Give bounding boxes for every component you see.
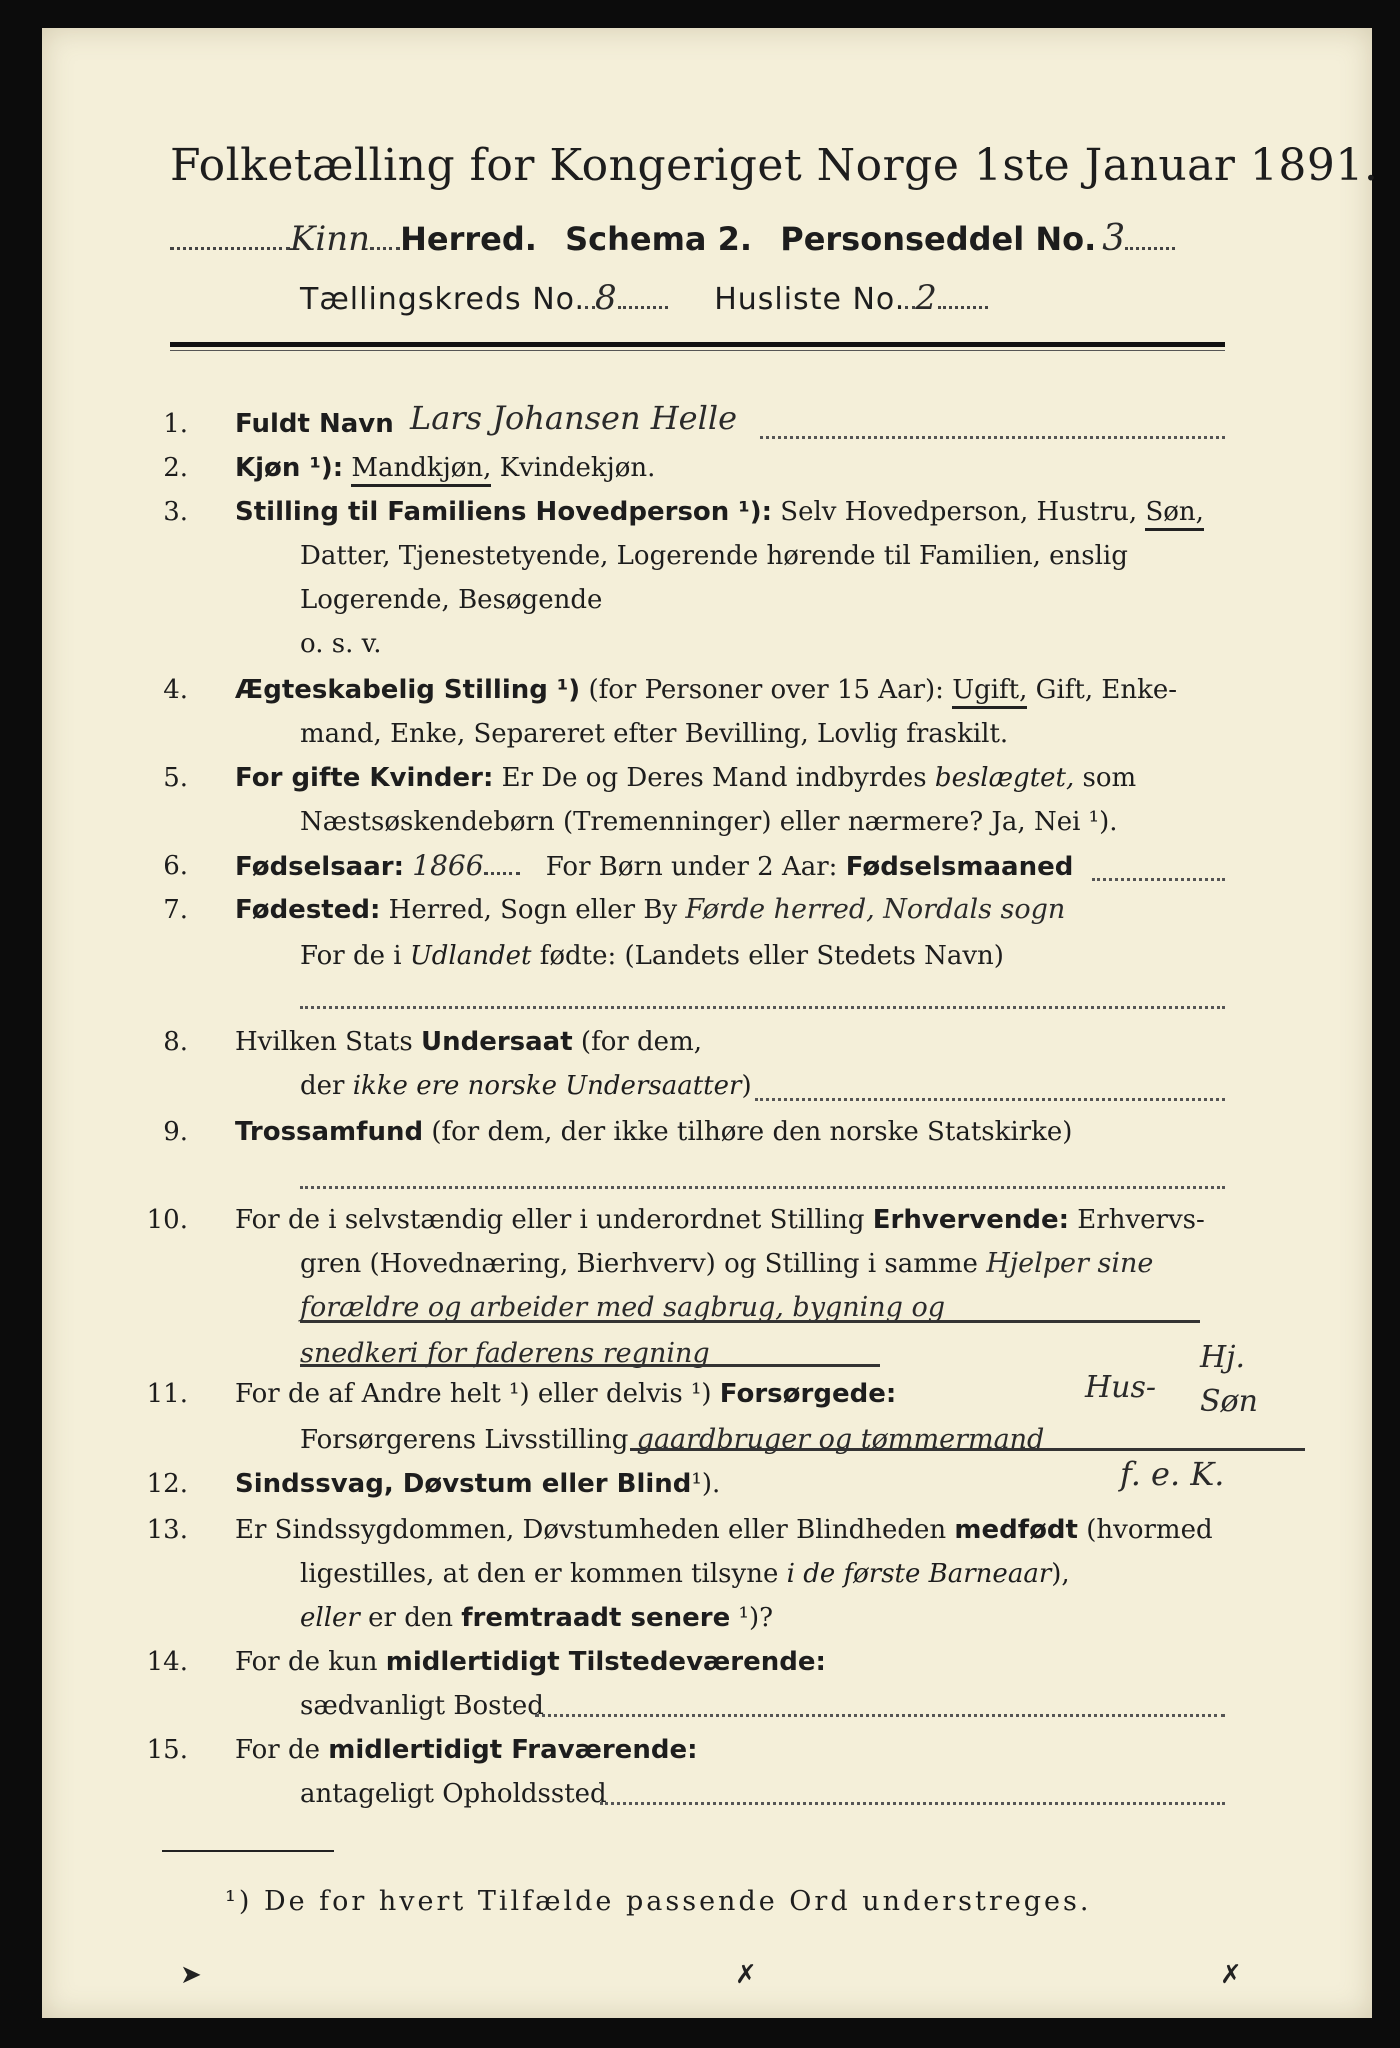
item-13-text2: (hvormed (1086, 1515, 1213, 1545)
item-6-label2: Fødselsmaaned (845, 852, 1074, 882)
item-3-son: Søn, (1145, 497, 1203, 531)
item-14-line1 (235, 1640, 826, 1684)
item-2-text (235, 446, 655, 490)
item-5-text2: som (1082, 763, 1137, 793)
item-13-line2 (300, 1552, 1070, 1596)
item-11-hw2: gaardbruger og tømmermand (636, 1424, 1045, 1455)
item-2-kvindekjon: Kvindekjøn. (499, 453, 656, 483)
item-9-line1 (235, 1110, 1072, 1154)
husliste-dots (905, 306, 915, 309)
item-10-text1: For de i selvstændig eller i underordnet Stilling (235, 1205, 865, 1235)
item-11-line1 (235, 1372, 896, 1416)
item-15-dotline (600, 1802, 1225, 1805)
item-12-hw: f. e. K. (1120, 1455, 1225, 1493)
item-3-label: Stilling til Familiens Hovedperson ¹): (235, 497, 773, 527)
item-13-eller: eller (300, 1603, 360, 1633)
item-10-hw4: Hj. Søn (1200, 1340, 1258, 1419)
footnote-rule (162, 1850, 334, 1852)
item-13-line2b: ), (1051, 1559, 1070, 1589)
husliste-label: Husliste No. (714, 282, 906, 317)
item-4-num: 4. (163, 675, 188, 705)
item-2-label: Kjøn ¹): (235, 453, 344, 483)
item-3-line3: Logerende, Besøgende (300, 585, 603, 615)
taellingskreds-row (300, 278, 988, 318)
item-11-hw-right: Hus- (1085, 1370, 1157, 1405)
item-10-underline-2 (300, 1364, 880, 1367)
item-11-text1: For de af Andre helt ¹) eller delvis ¹) (235, 1379, 712, 1409)
item-4-text1: (for Personer over 15 Aar): (588, 675, 944, 705)
item-5-line1 (235, 756, 1136, 800)
item-10-text2: Erhvervs- (1077, 1205, 1205, 1235)
item-5-num: 5. (163, 763, 188, 793)
item-13-line2a: ligestilles, at den er kommen tilsyne (300, 1559, 779, 1589)
item-12-num: 12. (146, 1469, 188, 1499)
item-7-num: 7. (163, 895, 188, 925)
item-7-dotline (300, 1006, 1225, 1009)
item-2-num: 2. (163, 453, 188, 483)
herred-label: Herred. (400, 220, 537, 258)
corner-mark-right: ✗ (1220, 1960, 1242, 1990)
item-3-line4: o. s. v. (300, 629, 382, 659)
item-4-ugift: Ugift, (952, 675, 1027, 709)
husliste-dots-2 (938, 306, 988, 309)
item-11-line2-text: Forsørgerens Livsstilling (300, 1425, 629, 1455)
item-11-line2 (300, 1418, 1044, 1462)
personseddel-dots (1125, 247, 1175, 250)
taellingskreds-dots (585, 306, 595, 309)
item-7-udlandet: Udlandet (409, 941, 532, 971)
item-9-label: Trossamfund (235, 1117, 424, 1147)
item-6-dotline (1092, 878, 1225, 881)
item-5-beslaegtet: beslægtet, (934, 763, 1075, 793)
taellingskreds-dots-2 (618, 306, 668, 309)
husliste-value: 2 (915, 278, 938, 318)
form-title: Folketælling for Kongeriget Norge 1ste Januar 1891. (170, 140, 1379, 191)
item-11-underline (630, 1448, 1305, 1451)
item-10-line2-text: gren (Hovednæring, Bierhverv) og Stilling i samme (300, 1249, 978, 1279)
item-6-label: Fødselsaar: (235, 852, 404, 882)
herred-value: Kinn (290, 219, 371, 259)
item-4-line1 (235, 668, 1177, 712)
item-10-underline-1 (300, 1320, 1200, 1323)
item-14-num: 14. (146, 1647, 188, 1677)
item-1-label: Fuldt Navn (235, 409, 394, 439)
item-10-line1 (235, 1198, 1205, 1242)
item-5-text1: Er De og Deres Mand indbyrdes (501, 763, 927, 793)
item-8-line2a: der (300, 1071, 345, 1101)
item-10-label: Erhvervende: (872, 1205, 1070, 1235)
item-9-dotline (300, 1186, 1225, 1189)
item-7-value: Førde herred, Nordals sogn (685, 894, 1066, 925)
item-14-line2: sædvanligt Bosted (300, 1691, 544, 1721)
item-13-barneaar: i de første Barneaar (786, 1559, 1052, 1589)
item-6-num: 6. (163, 851, 188, 881)
personseddel-value: 3 (1102, 218, 1126, 259)
item-14-label: midlertidigt Tilstedeværende: (385, 1647, 826, 1677)
footnote: ¹) De for hvert Tilfælde passende Ord understreges. (225, 1886, 1092, 1917)
item-13-line1 (235, 1508, 1213, 1552)
item-7-label: Fødested: (235, 895, 381, 925)
item-9-num: 9. (163, 1117, 188, 1147)
herred-row (170, 218, 1175, 259)
item-10-num: 10. (146, 1205, 188, 1235)
item-4-label: Ægteskabelig Stilling ¹) (235, 675, 581, 705)
item-8-num: 8. (163, 1027, 188, 1057)
header-rule-thin (170, 350, 1225, 351)
item-13-line3c: ¹)? (738, 1603, 774, 1633)
item-15-text1: For de (235, 1735, 320, 1765)
item-8-text2: (for dem, (580, 1027, 702, 1057)
item-7-line2b: fødte: (Landets eller Stedets Navn) (539, 941, 1004, 971)
item-6-year-dots (484, 872, 520, 875)
item-6-text1: For Børn under 2 Aar: (545, 852, 838, 882)
item-1-dotline (760, 436, 1225, 439)
corner-mark-left: ➤ (180, 1960, 202, 1990)
herred-dots (170, 247, 290, 250)
corner-mark-center: ✗ (735, 1960, 757, 1990)
item-12-line1 (235, 1462, 720, 1506)
item-15-label: midlertidigt Fraværende: (328, 1735, 698, 1765)
item-3-text1: Selv Hovedperson, Hustru, (780, 497, 1138, 527)
item-10-line2 (300, 1242, 1153, 1286)
item-8-dotline (755, 1098, 1225, 1101)
item-7-text1: Herred, Sogn eller By (388, 895, 678, 925)
item-4-text2: Gift, Enke- (1035, 675, 1178, 705)
item-5-label: For gifte Kvinder: (235, 763, 494, 793)
taellingskreds-value: 8 (595, 278, 618, 318)
item-13-line3a: er den (368, 1603, 453, 1633)
item-1-num: 1. (163, 409, 188, 439)
item-15-line2: antageligt Opholdssted (300, 1779, 607, 1809)
item-15-num: 15. (146, 1735, 188, 1765)
item-5-line2: Næstsøskendebørn (Tremenninger) eller nærmere? Ja, Nei ¹). (300, 807, 1118, 837)
item-7-line2 (300, 934, 1004, 978)
item-7-line1 (235, 888, 1065, 932)
item-1-value: Lars Johansen Helle (410, 399, 737, 437)
schema-label: Schema 2. (565, 220, 753, 258)
item-8-line2 (300, 1064, 752, 1108)
item-4-line2: mand, Enke, Separeret efter Bevilling, Lovlig fraskilt. (300, 719, 1009, 749)
item-6-year: 1866 (412, 849, 484, 882)
item-2-mandkjon: Mandkjøn, (351, 453, 491, 487)
item-12-sup: ¹). (691, 1469, 721, 1499)
item-6-line1 (235, 844, 1073, 889)
personseddel-label: Personseddel No. (780, 220, 1097, 258)
item-15-line1 (235, 1728, 697, 1772)
item-8-line2b: ) (741, 1071, 752, 1101)
item-13-fremtraadt: fremtraadt senere (461, 1603, 731, 1633)
item-10-hw3: snedkeri for faderens regning (300, 1338, 710, 1369)
header-rule (170, 342, 1225, 347)
item-11-num: 11. (146, 1379, 188, 1409)
taellingskreds-label: Tællingskreds No. (300, 282, 585, 317)
herred-dots-2 (370, 247, 400, 250)
item-14-dotline (535, 1714, 1225, 1717)
item-13-line3 (300, 1596, 773, 1640)
item-8-line1 (235, 1020, 702, 1064)
item-13-num: 13. (146, 1515, 188, 1545)
item-7-line2a: For de i (300, 941, 402, 971)
item-10-hw1: Hjelper sine (986, 1248, 1154, 1279)
item-13-text1: Er Sindssygdommen, Døvstumheden eller Blindheden (235, 1515, 947, 1545)
item-11-label: Forsørgede: (719, 1379, 897, 1409)
item-8-label: Undersaat (420, 1027, 573, 1057)
item-8-text1: Hvilken Stats (235, 1027, 413, 1057)
item-10-hw2: forældre og arbeider med sagbrug, bygning og (300, 1292, 946, 1323)
item-3-line1 (235, 490, 1204, 534)
item-9-text1: (for dem, der ikke tilhøre den norske Statskirke) (431, 1117, 1073, 1147)
item-14-text1: For de kun (235, 1647, 378, 1677)
item-8-ikke-norske: ikke ere norske Undersaatter (352, 1071, 742, 1101)
item-3-line2: Datter, Tjenestetyende, Logerende hørende til Familien, enslig (300, 541, 1128, 571)
item-13-label: medfødt (954, 1515, 1078, 1545)
item-3-num: 3. (163, 497, 188, 527)
item-12-label: Sindssvag, Døvstum eller Blind (235, 1469, 692, 1499)
